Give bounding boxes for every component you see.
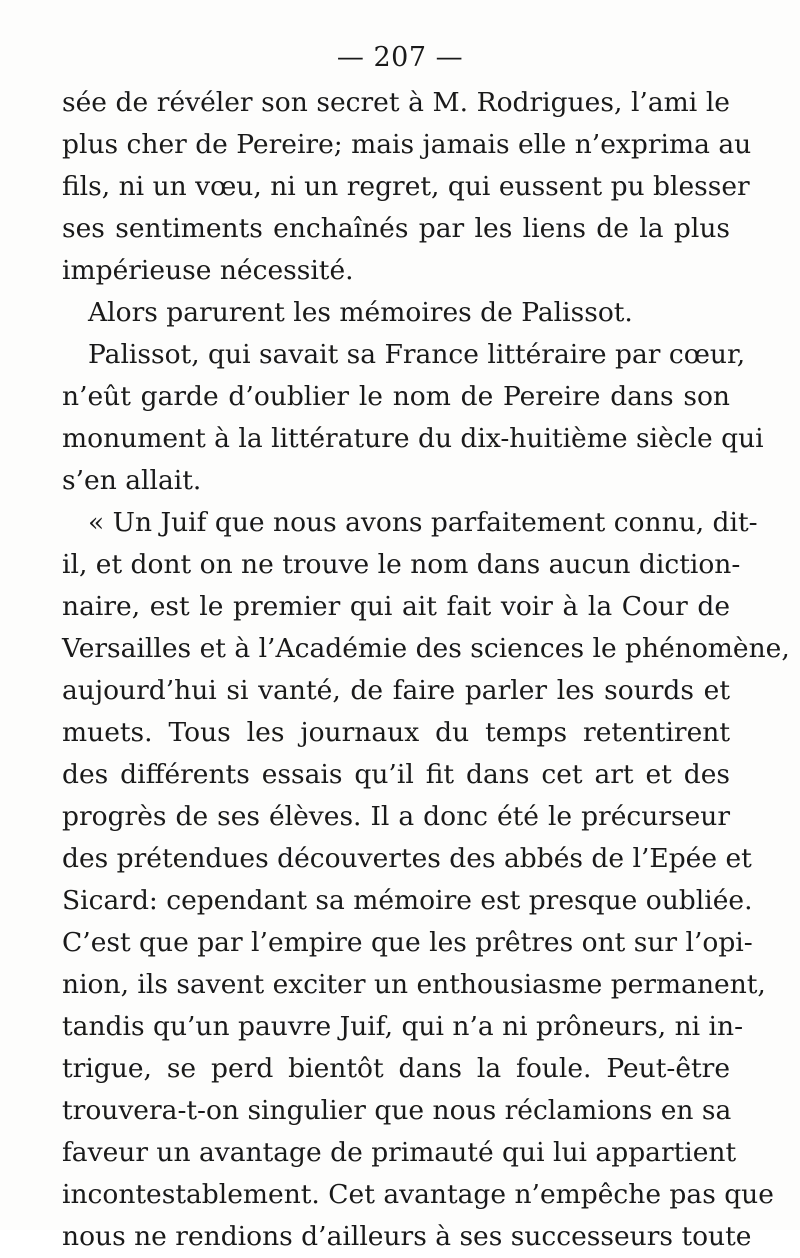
text-line: muets. Tous les journaux du temps retentirent — [62, 717, 730, 748]
text-line: C’est que par l’empire que les prêtres ont sur l’opi- — [62, 927, 753, 958]
page-number: — 207 — — [336, 42, 464, 73]
text-line: s’en allait. — [62, 465, 202, 496]
text-line: incontestablement. Cet avantage n’empêche pas que — [62, 1179, 774, 1210]
text-line: des différents essais qu’il fit dans cet art et des — [62, 759, 730, 790]
text-line: trigue, se perd bientôt dans la foule. Peut-être — [62, 1053, 730, 1084]
text-line: Palissot, qui savait sa France littéraire par cœur, — [88, 339, 746, 370]
text-line: Sicard: cependant sa mémoire est presque oubliée. — [62, 885, 753, 916]
text-line: nous ne rendions d’ailleurs à ses successeurs toute — [62, 1221, 752, 1252]
body-text — [62, 82, 790, 1258]
text-line: Alors parurent les mémoires de Palissot. — [88, 297, 633, 328]
text-line: Versailles et à l’Académie des sciences le phénomène, — [62, 633, 790, 664]
text-line: trouvera-t-on singulier que nous réclamions en sa — [62, 1095, 732, 1126]
text-line: ses sentiments enchaînés par les liens de la plus — [62, 213, 730, 244]
text-line: fils, ni un vœu, ni un regret, qui eussent pu blesser — [62, 171, 750, 202]
text-line: sée de révéler son secret à M. Rodrigues, l’ami le — [62, 87, 730, 118]
text-line: plus cher de Pereire; mais jamais elle n’exprima au — [62, 129, 752, 160]
text-line: monument à la littérature du dix-huitième siècle qui — [62, 423, 764, 454]
text-line: nion, ils savent exciter un enthousiasme permanent, — [62, 969, 766, 1000]
text-line: des prétendues découvertes des abbés de l’Epée et — [62, 843, 752, 874]
text-line: impérieuse nécessité. — [62, 255, 354, 286]
text-line: naire, est le premier qui ait fait voir à la Cour de — [62, 591, 730, 622]
text-line: faveur un avantage de primauté qui lui appartient — [62, 1137, 737, 1168]
text-line: progrès de ses élèves. Il a donc été le précurseur — [62, 801, 730, 832]
text-line: n’eût garde d’oublier le nom de Pereire dans son — [62, 381, 730, 412]
text-line: « Un Juif que nous avons parfaitement connu, dit- — [88, 507, 758, 538]
text-line: tandis qu’un pauvre Juif, qui n’a ni prôneurs, ni in- — [62, 1011, 744, 1042]
text-line: aujourd’hui si vanté, de faire parler les sourds et — [62, 675, 730, 706]
text-line: il, et dont on ne trouve le nom dans aucun diction- — [62, 549, 741, 580]
